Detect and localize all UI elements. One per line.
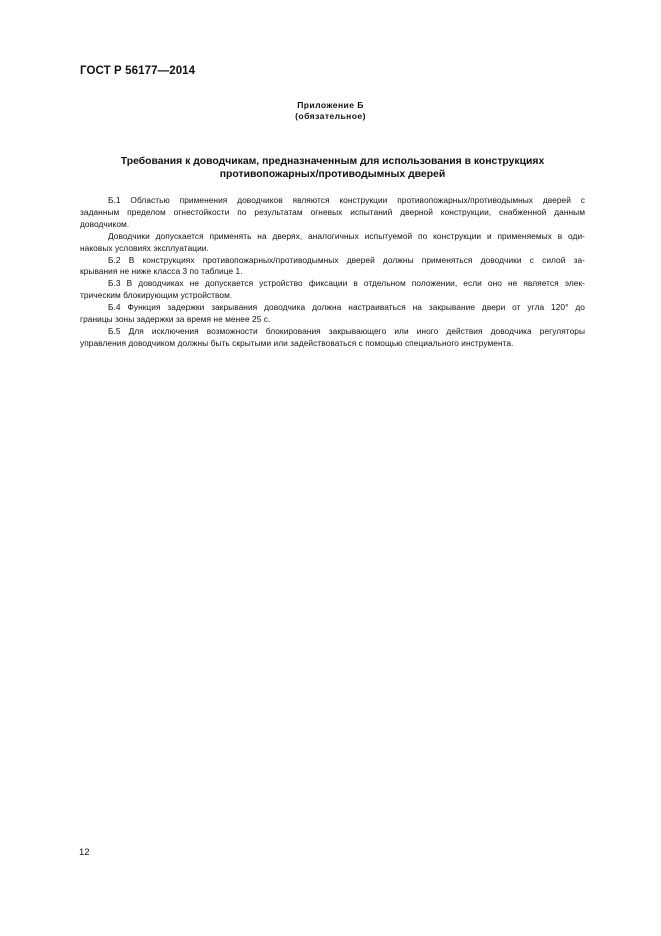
text-line: Б.5 Для исключения возможности блокирования закрывающего или иного действия доводчика регуляторы (108, 325, 585, 336)
paragraph-b1 (80, 195, 585, 231)
paragraph-b2 (80, 255, 585, 279)
paragraph-b3 (80, 278, 585, 302)
text-line: управления доводчиком должны быть скрытыми или задействоваться с помощью специального инструмента. (80, 337, 514, 348)
section-title (80, 155, 585, 181)
page-number: 12 (79, 847, 90, 858)
paragraph-b4 (80, 302, 585, 326)
text-line: Б.4 Функция задержки закрывания доводчика должна настраиваться на закрывание двери от угла 120° до (108, 302, 585, 313)
section-title-line-1: Требования к доводчикам, предназначенным для использования в конструкциях (120, 156, 545, 167)
body-text (80, 195, 585, 350)
text-line: Б.1 Областью применения доводчиков являются конструкции противопожарных/противодымных дверей с (108, 195, 585, 205)
paragraph-b1-note (80, 231, 585, 255)
appendix-heading (0, 100, 661, 122)
document-code: ГОСТ Р 56177—2014 (80, 65, 196, 77)
text-line: Доводчики допускается применять на дверях, аналогичных испытуемой по конструкции и применяемых в оди- (108, 230, 585, 241)
paragraph-b5 (80, 326, 585, 350)
text-line: доводчиком. (80, 218, 130, 229)
appendix-label: Приложение Б (297, 100, 364, 110)
text-line: границы зоны задержки за время не менее 25 с. (80, 314, 271, 325)
appendix-status: (обязательное) (295, 111, 366, 121)
text-line: крывания не ниже класса 3 по таблице 1. (80, 266, 243, 277)
section-title-line-2: противопожарных/противодымных дверей (219, 169, 446, 180)
text-line: трическим блокирующим устройством. (80, 290, 233, 301)
text-line: Б.3 В доводчиках не допускается устройство фиксации в отдельном положении, если оно не является элек- (108, 278, 585, 289)
text-line: Б.2 В конструкциях противопожарных/противодымных дверей должны применяться доводчики с силой за- (108, 254, 585, 265)
text-line: наковых условиях эксплуатации. (80, 242, 209, 253)
text-line: заданным пределом огнестойкости по результатам огневых испытаний дверной конструкции, снабженной данным (80, 206, 585, 217)
